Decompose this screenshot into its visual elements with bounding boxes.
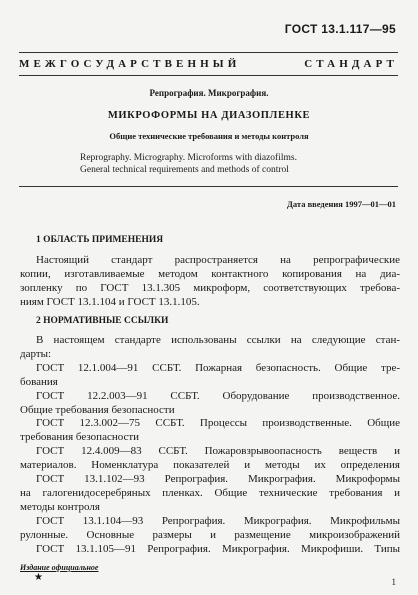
- star-icon: ★: [34, 572, 43, 583]
- reference-line: ГОСТ 13.1.105—91 Репрография. Микрография. Микрофиши. Типы: [36, 542, 400, 555]
- gost-number: ГОСТ 13.1.117—95: [284, 22, 396, 36]
- effective-date: Дата введения 1997—01—01: [287, 199, 396, 209]
- section-1-heading: 1 ОБЛАСТЬ ПРИМЕНЕНИЯ: [36, 235, 164, 245]
- english-title-line-2: General technical requirements and methods of control: [80, 165, 289, 175]
- banner-top-rule: [19, 52, 398, 53]
- reference-line: на галогенидосеребряных пленках. Общие технические требования и: [20, 486, 400, 499]
- title-separator: [19, 186, 398, 187]
- reference-line: рулонные. Основные размеры и размещение микроизображений: [20, 528, 400, 541]
- section-2-text: [20, 334, 400, 557]
- subtitle: Репрография. Микрография.: [149, 88, 269, 98]
- reference-line: бования: [20, 375, 58, 388]
- text-line: ниям ГОСТ 13.1.104 и ГОСТ 13.1.105.: [20, 295, 200, 308]
- text-line: Настоящий стандарт распространяется на репрографические: [36, 254, 400, 266]
- reference-line: ГОСТ 13.1.102—93 Репрография. Микрография. Микроформы: [36, 473, 400, 486]
- english-title-line-1: Reprography. Micrography. Microforms with diazofilms.: [80, 153, 297, 163]
- page-number: 1: [391, 577, 396, 587]
- reference-line: ГОСТ 12.4.009—83 ССБТ. Пожаровзрывоопасность веществ и: [36, 445, 400, 458]
- subtitle-requirements: Общие технические требования и методы контроля: [109, 131, 309, 141]
- reference-line: ГОСТ 12.3.002—75 ССБТ. Процессы производственные. Общие: [36, 417, 400, 430]
- reference-line: Общие требования безопасности: [20, 403, 175, 416]
- text-line: В настоящем стандарте использованы ссылки на следующие стан-: [36, 334, 400, 346]
- reference-line: ГОСТ 12.1.004—91 ССБТ. Пожарная безопасность. Общие тре-: [36, 361, 400, 374]
- section-1-text: [20, 254, 400, 310]
- standard-banner: [19, 58, 398, 70]
- banner-left: МЕЖГОСУДАРСТВЕННЫЙ: [19, 58, 241, 70]
- reference-line: материалов. Номенклатура показателей и методы их определения: [20, 459, 400, 472]
- text-line: копии, изготавливаемые методом контактного копирования на диа-: [20, 267, 400, 280]
- reference-line: методы контроля: [20, 500, 100, 513]
- document-title: МИКРОФОРМЫ НА ДИАЗОПЛЕНКЕ: [107, 110, 311, 121]
- reference-line: требования безопасности: [20, 431, 140, 444]
- banner-right: СТАНДАРТ: [304, 58, 398, 70]
- official-edition-label: Издание официальное: [20, 563, 99, 572]
- reference-line: ГОСТ 12.2.003—91 ССБТ. Оборудование производственное.: [36, 389, 400, 402]
- reference-line: ГОСТ 13.1.104—93 Репрография. Микрография. Микрофильмы: [36, 514, 400, 527]
- section-2-heading: 2 НОРМАТИВНЫЕ ССЫЛКИ: [36, 316, 169, 326]
- text-line: зопленку по ГОСТ 13.1.305 микроформ, соответствующих требова-: [20, 281, 400, 294]
- banner-bottom-rule: [19, 75, 398, 76]
- text-line: дарты:: [20, 347, 52, 360]
